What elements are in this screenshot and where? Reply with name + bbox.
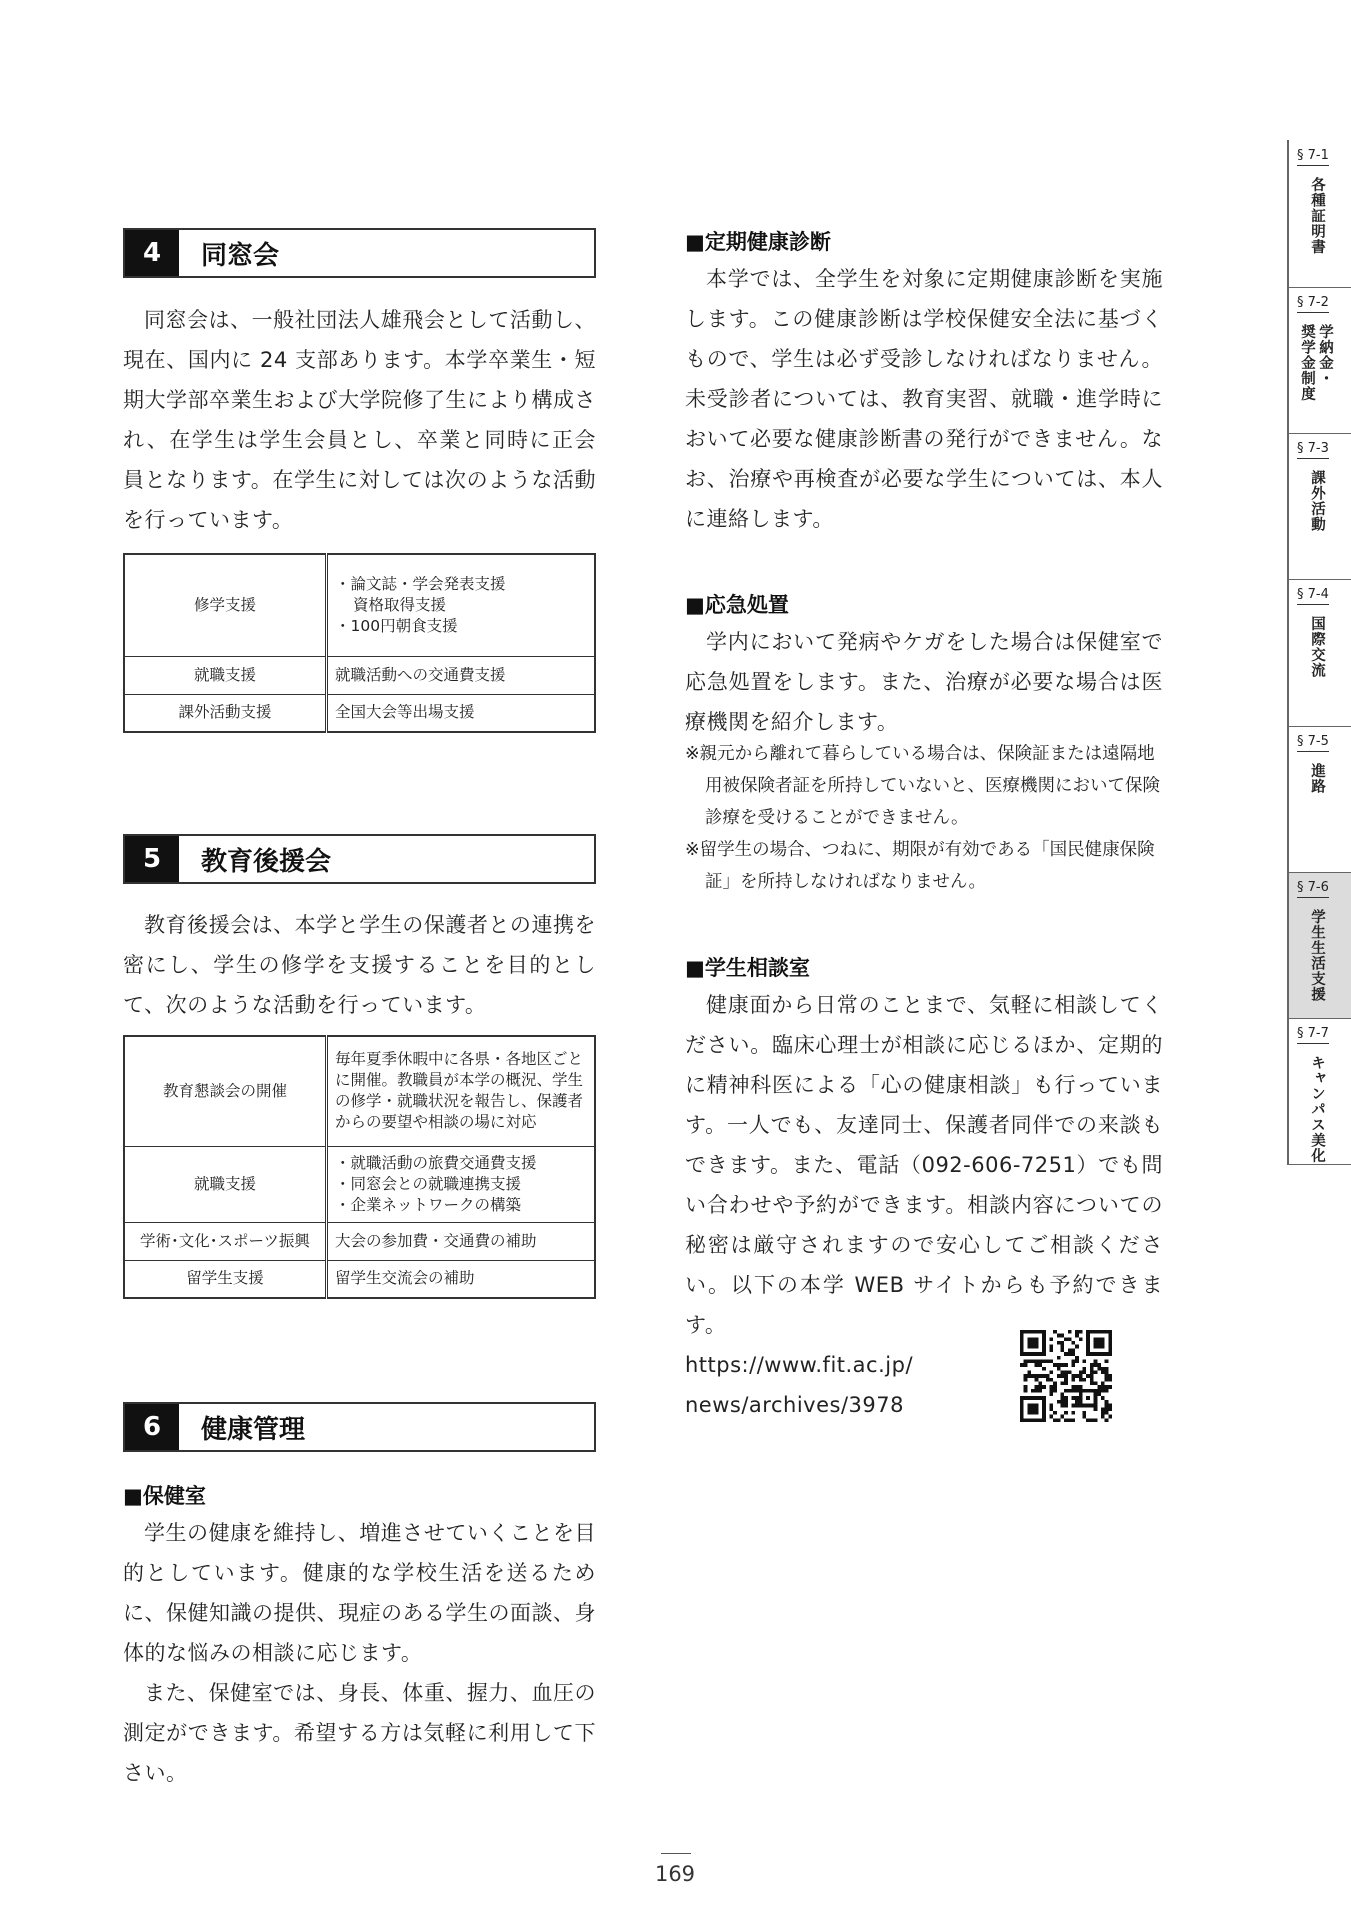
tab-7-3[interactable]: § 7-3 課外活動: [1287, 433, 1351, 579]
section-5-body: 教育後援会は、本学と学生の保護者との連携を密にし、学生の修学を支援することを目的として、次のような活動を行っています。: [123, 913, 596, 1017]
section-6-header: [123, 1402, 596, 1452]
divider: [1287, 726, 1351, 727]
table-key: 留学生支援: [124, 1260, 327, 1298]
alumni-support-table: [123, 553, 596, 733]
divider: [1287, 1164, 1351, 1165]
divider: [1287, 1018, 1351, 1019]
table-row: [124, 656, 595, 694]
table-value: 大会の参加費・交通費の補助: [327, 1222, 596, 1260]
tab-7-5[interactable]: § 7-5 進路: [1287, 726, 1351, 872]
page-number: 169: [654, 1862, 696, 1886]
section-4-header: [123, 228, 596, 278]
parents-association-table: [123, 1035, 596, 1299]
table-key: 教育懇談会の開催: [124, 1036, 327, 1146]
checkup-heading: ■定期健康診断: [685, 230, 831, 254]
table-row: [124, 1036, 595, 1146]
table-key: 就職支援: [124, 656, 327, 694]
first-aid-heading: ■応急処置: [685, 593, 789, 617]
divider: [661, 1853, 691, 1854]
table-value: ・就職活動の旅費交通費支援 ・同窓会との就職連携支援 ・企業ネットワークの構築: [327, 1146, 596, 1222]
section-number: 4: [125, 230, 179, 276]
tab-7-1[interactable]: § 7-1 各種証明書: [1287, 140, 1351, 287]
counseling-heading: ■学生相談室: [685, 956, 810, 980]
table-row: [124, 694, 595, 732]
table-value: ・論文誌・学会発表支援 資格取得支援 ・100円朝食支援: [327, 554, 596, 656]
table-key: 学術･文化･スポーツ振興: [124, 1222, 327, 1260]
table-row: [124, 1260, 595, 1298]
table-row: [124, 554, 595, 656]
section-title: 同窓会: [201, 240, 280, 271]
tab-7-7[interactable]: § 7-7 キャンパス美化: [1287, 1018, 1351, 1164]
note: ※留学生の場合、つねに、期限が有効である「国民健康保険証」を所持しなければなりません。: [685, 840, 1155, 892]
divider: [1287, 287, 1351, 288]
counseling-body: 健康面から日常のことまで、気軽に相談してください。臨床心理士が相談に応じるほか、定期的に精神科医による「心の健康相談」も行っています。一人でも、友達同士、保護者同伴での来談もできます。また、電話（092-606-7251）でも問い合わせや予約ができます。相談内容についての秘密は厳守されますので安心してご相談ください。以下の本学 WEB サイトからも予約できます。: [685, 993, 1163, 1337]
table-key: 就職支援: [124, 1146, 327, 1222]
note: ※親元から離れて暮らしている場合は、保険証または遠隔地用被保険者証を所持していないと、医療機関において保険診療を受けることができません。: [685, 744, 1160, 828]
section-number: 6: [125, 1404, 179, 1450]
table-value: 留学生交流会の補助: [327, 1260, 596, 1298]
table-value: 毎年夏季休暇中に各県・各地区ごとに開催。教職員が本学の概況、学生の修学・就職状況を報告し、保護者からの要望や相談の場に対応: [327, 1036, 596, 1146]
first-aid-body: 学内において発病やケガをした場合は保健室で応急処置をします。また、治療が必要な場合は医療機関を紹介します。: [685, 630, 1163, 734]
checkup-body: 本学では、全学生を対象に定期健康診断を実施します。この健康診断は学校保健安全法に基づくもので、学生は必ず受診しなければなりません。未受診者については、教育実習、就職・進学時において必要な健康診断書の発行ができません。なお、治療や再検査が必要な学生については、本人に連絡します。: [685, 267, 1163, 531]
section-number: 5: [125, 836, 179, 882]
section-5-header: [123, 834, 596, 884]
health-room-heading: ■保健室: [123, 1484, 206, 1508]
qr-code-icon[interactable]: [1020, 1330, 1112, 1422]
tab-7-4[interactable]: § 7-4 国際交流: [1287, 579, 1351, 726]
table-row: [124, 1222, 595, 1260]
counseling-url[interactable]: https://www.fit.ac.jp/ news/archives/3978: [685, 1353, 914, 1417]
tab-7-6[interactable]: § 7-6 学生生活支援: [1287, 872, 1351, 1018]
table-row: [124, 1146, 595, 1222]
first-aid-notes: [685, 738, 1163, 898]
section-title: 教育後援会: [201, 846, 332, 877]
health-room-body: 学生の健康を維持し、増進させていくことを目的としています。健康的な学校生活を送るために、保健知識の提供、現症のある学生の面談、身体的な悩みの相談に応じます。 また、保健室では、身長、体重、握力、血圧の測定ができます。希望する方は気軽に利用して下さい。: [123, 1521, 596, 1785]
divider: [1287, 433, 1351, 434]
table-value: 全国大会等出場支援: [327, 694, 596, 732]
section-4-body: 同窓会は、一般社団法人雄飛会として活動し、現在、国内に 24 支部あります。本学卒業生・短期大学部卒業生および大学院修了生により構成され、在学生は学生会員とし、卒業と同時に正会員となります。在学生に対しては次のような活動を行っています。: [123, 308, 596, 532]
divider: [1287, 579, 1351, 580]
table-key: 課外活動支援: [124, 694, 327, 732]
divider: [1287, 872, 1351, 873]
section-title: 健康管理: [201, 1414, 306, 1445]
table-value: 就職活動への交通費支援: [327, 656, 596, 694]
table-key: 修学支援: [124, 554, 327, 656]
tab-7-2[interactable]: § 7-2 学納金・ 奨学金制度: [1287, 287, 1351, 433]
